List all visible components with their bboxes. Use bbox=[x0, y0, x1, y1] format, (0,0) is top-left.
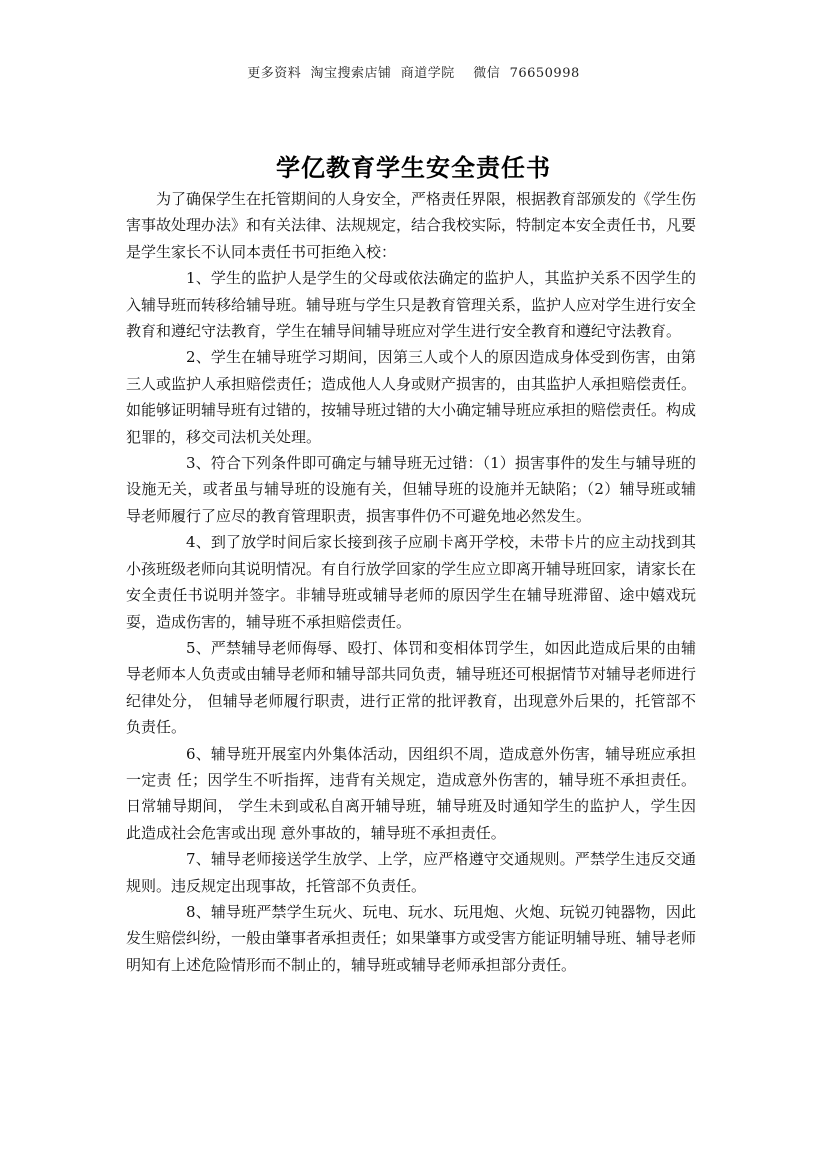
clause-6: 6、辅导班开展室内外集体活动，因组织不周，造成意外伤害，辅导班应承担一定责 任；因学生不听指挥，违背有关规定，造成意外伤害的，辅导班不承担责任。日常辅导期间， 学生未到或私自离开辅导班，辅导班及时通知学生的监护人，学生因此造成社会危害或出现 意外事故的，辅导班不承担责任。 bbox=[126, 744, 696, 842]
clause-7: 7、辅导老师接送学生放学、上学，应严格遵守交通规则。严禁学生违反交通规则。违反规定出现事故，托管部不负责任。 bbox=[126, 850, 696, 895]
document-body bbox=[126, 186, 696, 978]
clause-2: 2、学生在辅导班学习期间，因第三人或个人的原因造成身体受到伤害，由第三人或监护人承担赔偿责任；造成他人人身或财产损害的，由其监护人承担赔偿责任。如能够证明辅导班有过错的，按辅导班过错的大小确定辅导班应承担的赔偿责任。构成犯罪的，移交司法机关处理。 bbox=[126, 348, 697, 446]
intro-paragraph: 为了确保学生在托管期间的人身安全，严格责任界限，根据教育部颁发的《学生伤害事故处理办法》和有关法律、法规规定，结合我校实际，特制定本安全责任书，凡要是学生家长不认同本责任书可拒绝入校： bbox=[126, 190, 697, 261]
clause-3: 3、符合下列条件即可确定与辅导班无过错：（1）损害事件的发生与辅导班的设施无关，或者虽与辅导班的设施有关，但辅导班的设施并无缺陷；（2）辅导班或辅导老师履行了应尽的教育管理职责，损害事件仍不可避免地必然发生。 bbox=[126, 454, 696, 525]
clause-8: 8、辅导班严禁学生玩火、玩电、玩水、玩甩炮、火炮、玩锐刃钝器物，因此发生赔偿纠纷，一般由肇事者承担责任；如果肇事方或受害方能证明辅导班、辅导老师明知有上述危险情形而不制止的，辅导班或辅导老师承担部分责任。 bbox=[126, 902, 697, 974]
clause-1: 1、学生的监护人是学生的父母或依法确定的监护人，其监护关系不因学生的入辅导班而转移给辅导班。辅导班与学生只是教育管理关系，监护人应对学生进行安全教育和遵纪守法教育，学生在辅导间辅导班应对学生进行安全教育和遵纪守法教育。 bbox=[126, 269, 697, 341]
clause-4: 4、到了放学时间后家长接到孩子应刷卡离开学校，未带卡片的应主动找到其小孩班级老师向其说明情况。有自行放学回家的学生应立即离开辅导班回家，请家长在安全责任书说明并签字。非辅导班或辅导老师的原因学生在辅导班滞留、途中嬉戏玩耍，造成伤害的，辅导班不承担赔偿责任。 bbox=[126, 533, 697, 631]
clause-5: 5、严禁辅导老师侮辱、殴打、体罚和变相体罚学生，如因此造成后果的由辅导老师本人负责或由辅导老师和辅导部共同负责，辅导班还可根据情节对辅导老师进行纪律处分， 但辅导老师履行职责，进行正常的批评教育，出现意外后果的，托管部不负责任。 bbox=[126, 638, 697, 737]
page-header: 更多资料 淘宝搜索店铺 商道学院 微信 76650998 bbox=[247, 66, 580, 81]
document-title: 学亿教育学生安全责任书 bbox=[276, 153, 551, 182]
